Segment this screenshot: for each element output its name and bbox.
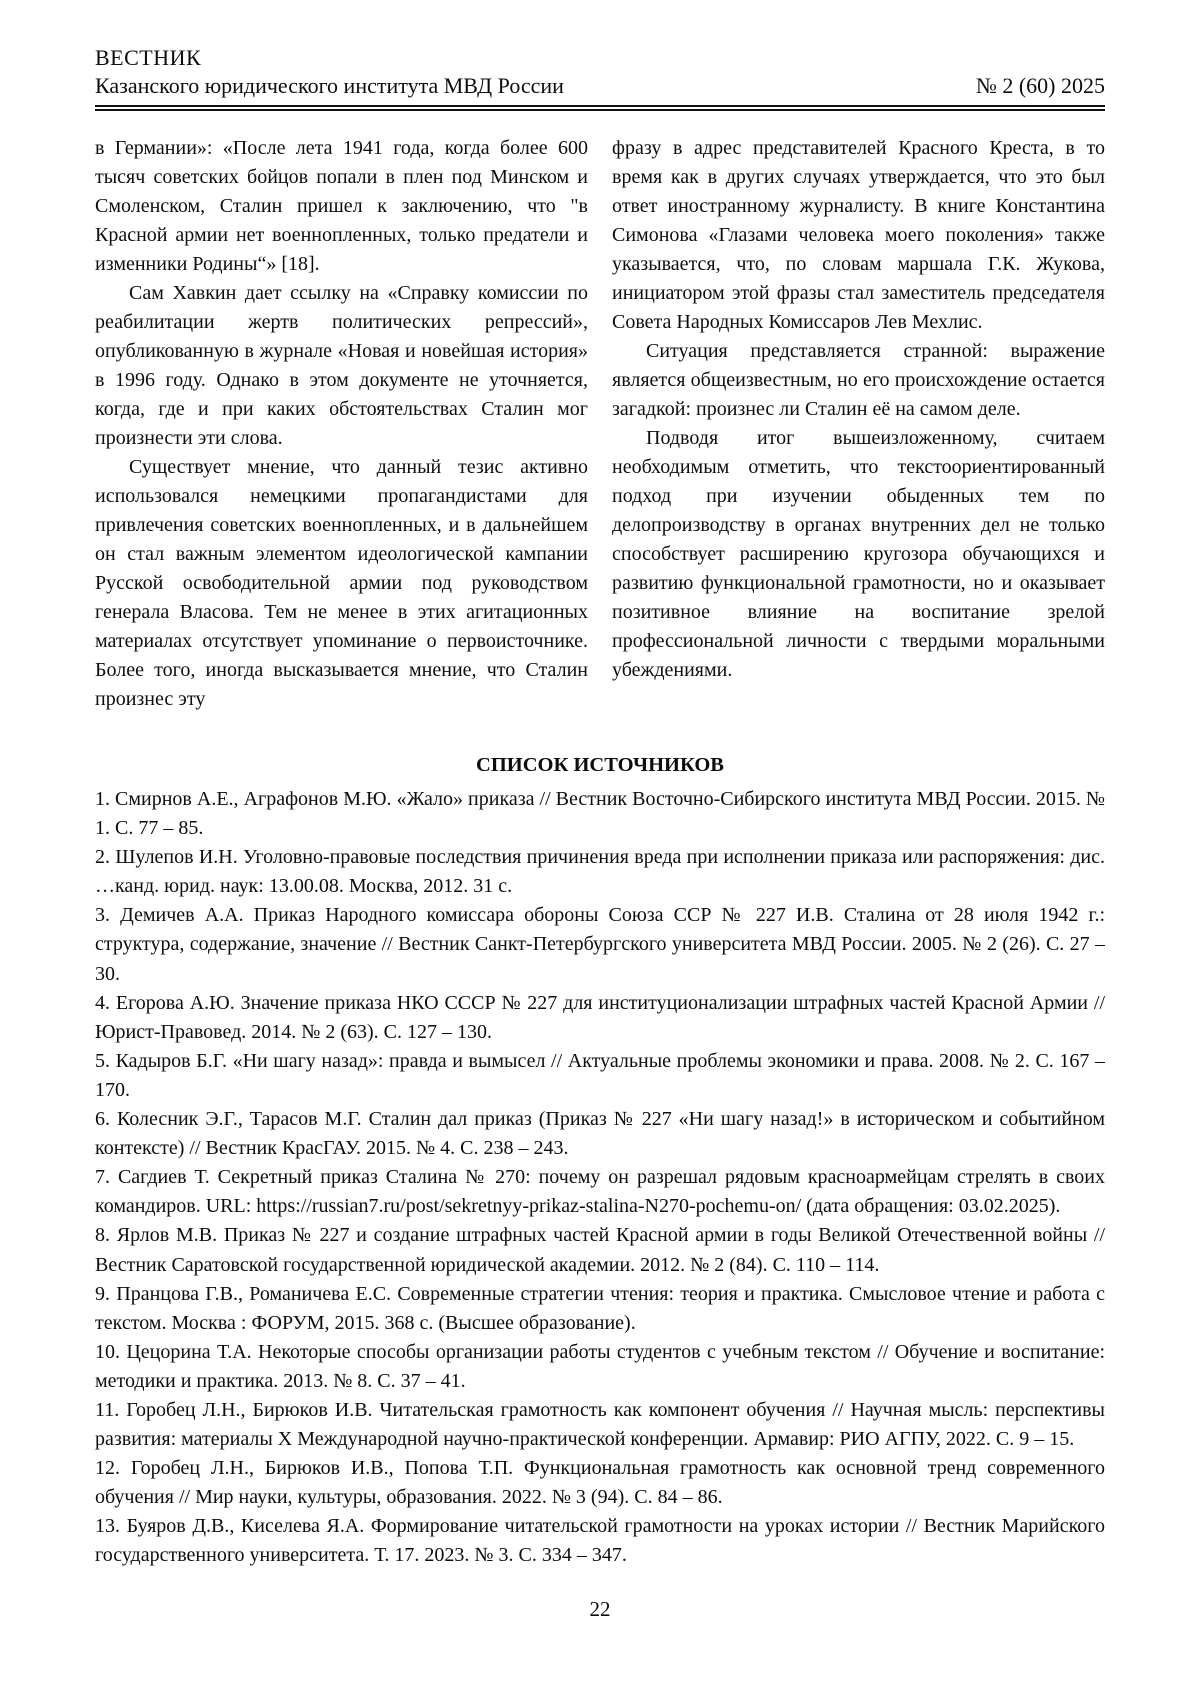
reference-item: 6. Колесник Э.Г., Тарасов М.Г. Сталин дал приказ (Приказ № 227 «Ни шагу назад!» в историческом и событийном контексте) // Вестник КрасГАУ. 2015. № 4. С. 238 – 243.	[95, 1108, 1105, 1160]
sources-section	[95, 752, 1105, 1571]
paragraph: в Германии»: «После лета 1941 года, когда более 600 тысяч советских бойцов попали в плен под Минском и Смоленском, Сталин пришел к заключению, что "в Красной армии нет военнопленных, только предатели и изменники Родины“» [18].	[95, 137, 588, 275]
journal-subtitle: Казанского юридического института МВД России	[95, 73, 564, 98]
paragraph: Ситуация представляется странной: выражение является общеизвестным, но его происхождение остается загадкой: произнес ли Сталин её на самом деле.	[612, 340, 1105, 420]
reference-item: 10. Цецорина Т.А. Некоторые способы организации работы студентов с учебным текстом // Обучение и воспитание: методики и практика. 2013. № 8. С. 37 – 41.	[95, 1340, 1105, 1392]
left-column	[95, 134, 588, 714]
journal-title: ВЕСТНИК	[95, 45, 202, 70]
page-number: 22	[589, 1597, 611, 1621]
paragraph: Подводя итог вышеизложенному, считаем необходимым отметить, что текстоориентированный подход при изучении обыденных тем по делопроизводству в органах внутренних дел не только способствует расширению кругозора обучающихся и развитию функциональной грамотности, но и оказывает позитивное влияние на воспитание зрелой профессиональной личности с твердыми моральными убеждениями.	[612, 427, 1105, 681]
page-header	[95, 44, 1105, 111]
paragraph: Сам Хавкин дает ссылку на «Справку комиссии по реабилитации жертв политических репрессий», опубликованную в журнале «Новая и новейшая история» в 1996 году. Однако в этом документе не уточняется, когда, где и при каких обстоятельствах Сталин мог произнести эти слова.	[95, 282, 588, 449]
reference-item: 13. Буяров Д.В., Киселева Я.А. Формирование читательской грамотности на уроках истории // Вестник Марийского государственного университета. Т. 17. 2023. № 3. С. 334 – 347.	[95, 1515, 1105, 1567]
article-body	[95, 134, 1105, 714]
header-subtitle-row	[95, 72, 1105, 100]
paragraph: Существует мнение, что данный тезис активно использовался немецкими пропагандистами для привлечения советских военнопленных, и в дальнейшем он стал важным элементом идеологической кампании Русской освободительной армии под руководством генерала Власова. Тем не менее в этих агитационных материалах отсутствует упоминание о первоисточнике. Более того, иногда высказывается мнение, что Сталин произнес эту	[95, 456, 588, 710]
paragraph: фразу в адрес представителей Красного Креста, в то время как в других случаях утверждается, что это был ответ иностранному журналисту. В книге Константина Симонова «Глазами человека моего поколения» также указывается, что, по словам маршала Г.К. Жукова, инициатором этой фразы стал заместитель председателя Совета Народных Комиссаров Лев Мехлис.	[612, 137, 1105, 333]
reference-item: 2. Шулепов И.Н. Уголовно-правовые последствия причинения вреда при исполнении приказа или распоряжения: дис. …канд. юрид. наук: 13.00.08. Москва, 2012. 31 с.	[95, 846, 1105, 898]
reference-item: 11. Горобец Л.Н., Бирюков И.В. Читательская грамотность как компонент обучения // Научная мысль: перспективы развития: материалы X Международной научно-практической конференции. Армавир: РИО АГПУ, 2022. С. 9 – 15.	[95, 1398, 1105, 1451]
reference-item: 4. Егорова А.Ю. Значение приказа НКО СССР № 227 для институционализации штрафных частей Красной Армии // Юрист-Правовед. 2014. № 2 (63). С. 127 – 130.	[95, 991, 1105, 1043]
reference-item: 3. Демичев А.А. Приказ Народного комиссара обороны Союза ССР № 227 И.В. Сталина от 28 июля 1942 г.: структура, содержание, значение // Вестник Санкт-Петербургского университета МВД России. 2005. № 2 (26). С. 27 – 30.	[95, 904, 1105, 985]
reference-item: 12. Горобец Л.Н., Бирюков И.В., Попова Т.П. Функциональная грамотность как основной тренд современного обучения // Мир науки, культуры, образования. 2022. № 3 (94). С. 84 – 86.	[95, 1457, 1105, 1509]
issue-number: № 2 (60) 2025	[975, 73, 1105, 98]
reference-item: 8. Ярлов М.В. Приказ № 227 и создание штрафных частей Красной армии в годы Великой Отечественной войны // Вестник Саратовской государственной юридической академии. 2012. № 2 (84). С. 110 – 114.	[95, 1224, 1105, 1276]
header-rule	[95, 105, 1105, 111]
reference-item: 5. Кадыров Б.Г. «Ни шагу назад»: правда и вымысел // Актуальные проблемы экономики и права. 2008. № 2. С. 167 – 170.	[95, 1049, 1105, 1101]
reference-item: 1. Смирнов А.Е., Аграфонов М.Ю. «Жало» приказа // Вестник Восточно-Сибирского института МВД России. 2015. № 1. С. 77 – 85.	[95, 788, 1105, 840]
reference-item: 7. Сагдиев Т. Секретный приказ Сталина № 270: почему он разрешал рядовым красноармейцам стрелять в своих командиров. URL: https://russian7.ru/post/sekretnyy-prikaz-stalina-N270-pochemu-on/ (дата обращения: 03.02.2025).	[95, 1166, 1105, 1218]
reference-item: 9. Пранцова Г.В., Романичева Е.С. Современные стратегии чтения: теория и практика. Смысловое чтение и работа с текстом. Москва : ФОРУМ, 2015. 368 с. (Высшее образование).	[95, 1282, 1105, 1334]
sources-title: СПИСОК ИСТОЧНИКОВ	[476, 754, 724, 776]
right-column	[612, 134, 1105, 714]
